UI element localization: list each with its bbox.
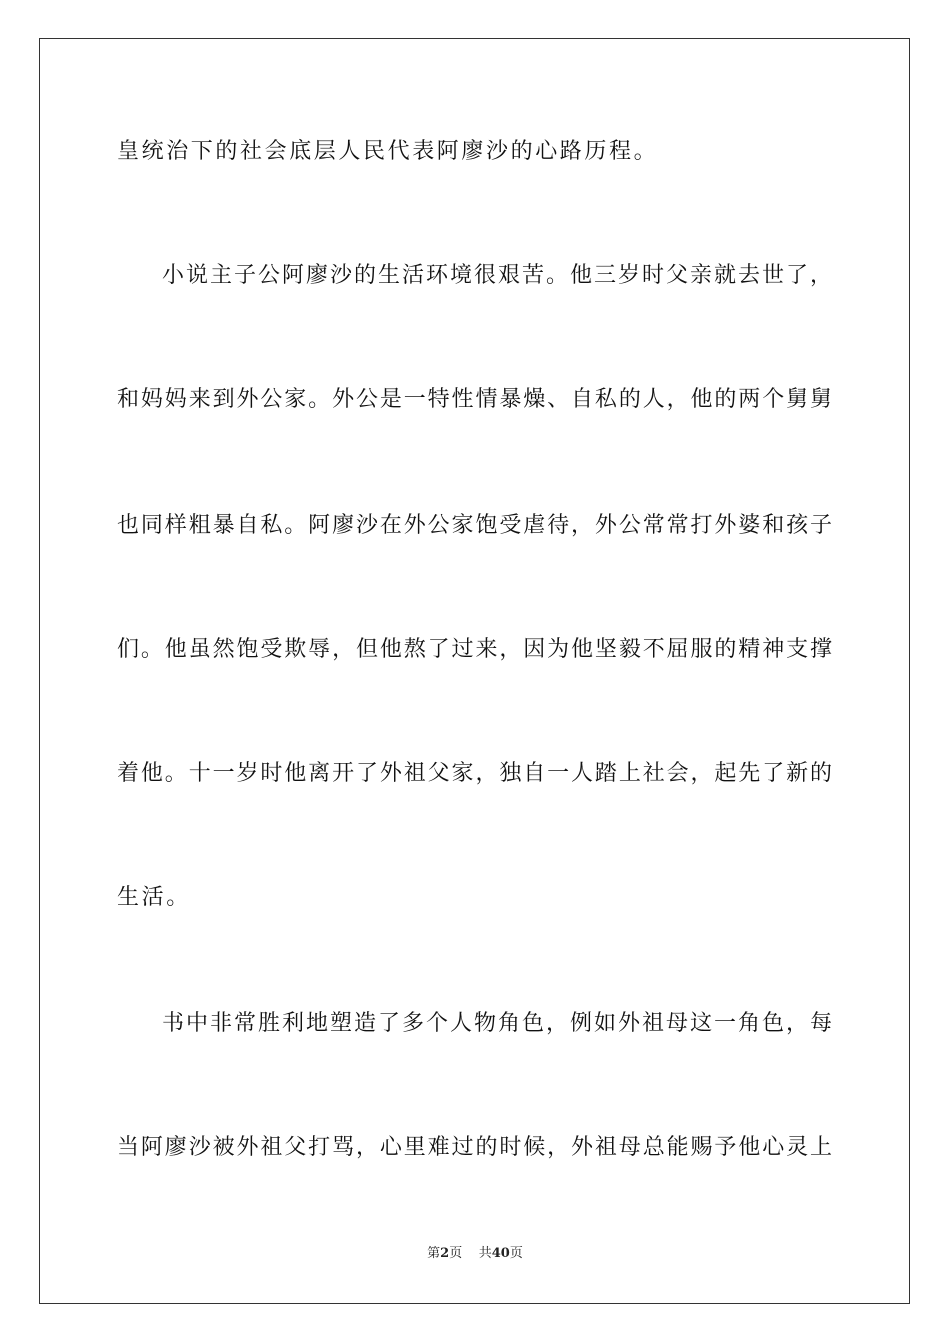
footer-page-suffix: 页	[449, 1246, 463, 1261]
text-line-8: 书中非常胜利地塑造了多个人物角色，例如外祖母这一角色，每	[162, 1011, 832, 1036]
text-line-7: 生活。	[117, 885, 191, 910]
text-line-3: 和妈妈来到外公家。外公是一特性情暴燥、自私的人，他的两个舅舅	[117, 387, 832, 412]
page-footer	[0, 1245, 950, 1263]
text-line-5: 们。他虽然饱受欺辱，但他熬了过来，因为他坚毅不屈服的精神支撑	[117, 637, 832, 662]
text-line-4: 也同样粗暴自私。阿廖沙在外公家饱受虐待，外公常常打外婆和孩子	[117, 513, 832, 538]
footer-total-pages: 40	[491, 1246, 510, 1261]
text-line-1: 皇统治下的社会底层人民代表阿廖沙的心路历程。	[117, 139, 659, 164]
text-line-9: 当阿廖沙被外祖父打骂，心里难过的时候，外祖母总能赐予他心灵上	[117, 1135, 832, 1160]
footer-prefix: 第	[427, 1246, 441, 1261]
text-line-6: 着他。十一岁时他离开了外祖父家，独自一人踏上社会，起先了新的	[117, 761, 832, 786]
footer-total-suffix: 页	[509, 1246, 523, 1261]
footer-page-number: 2	[440, 1246, 450, 1261]
text-line-2: 小说主子公阿廖沙的生活环境很艰苦。他三岁时父亲就去世了，	[162, 263, 832, 288]
footer-total-prefix: 共	[478, 1246, 492, 1261]
page-border	[39, 38, 910, 1304]
